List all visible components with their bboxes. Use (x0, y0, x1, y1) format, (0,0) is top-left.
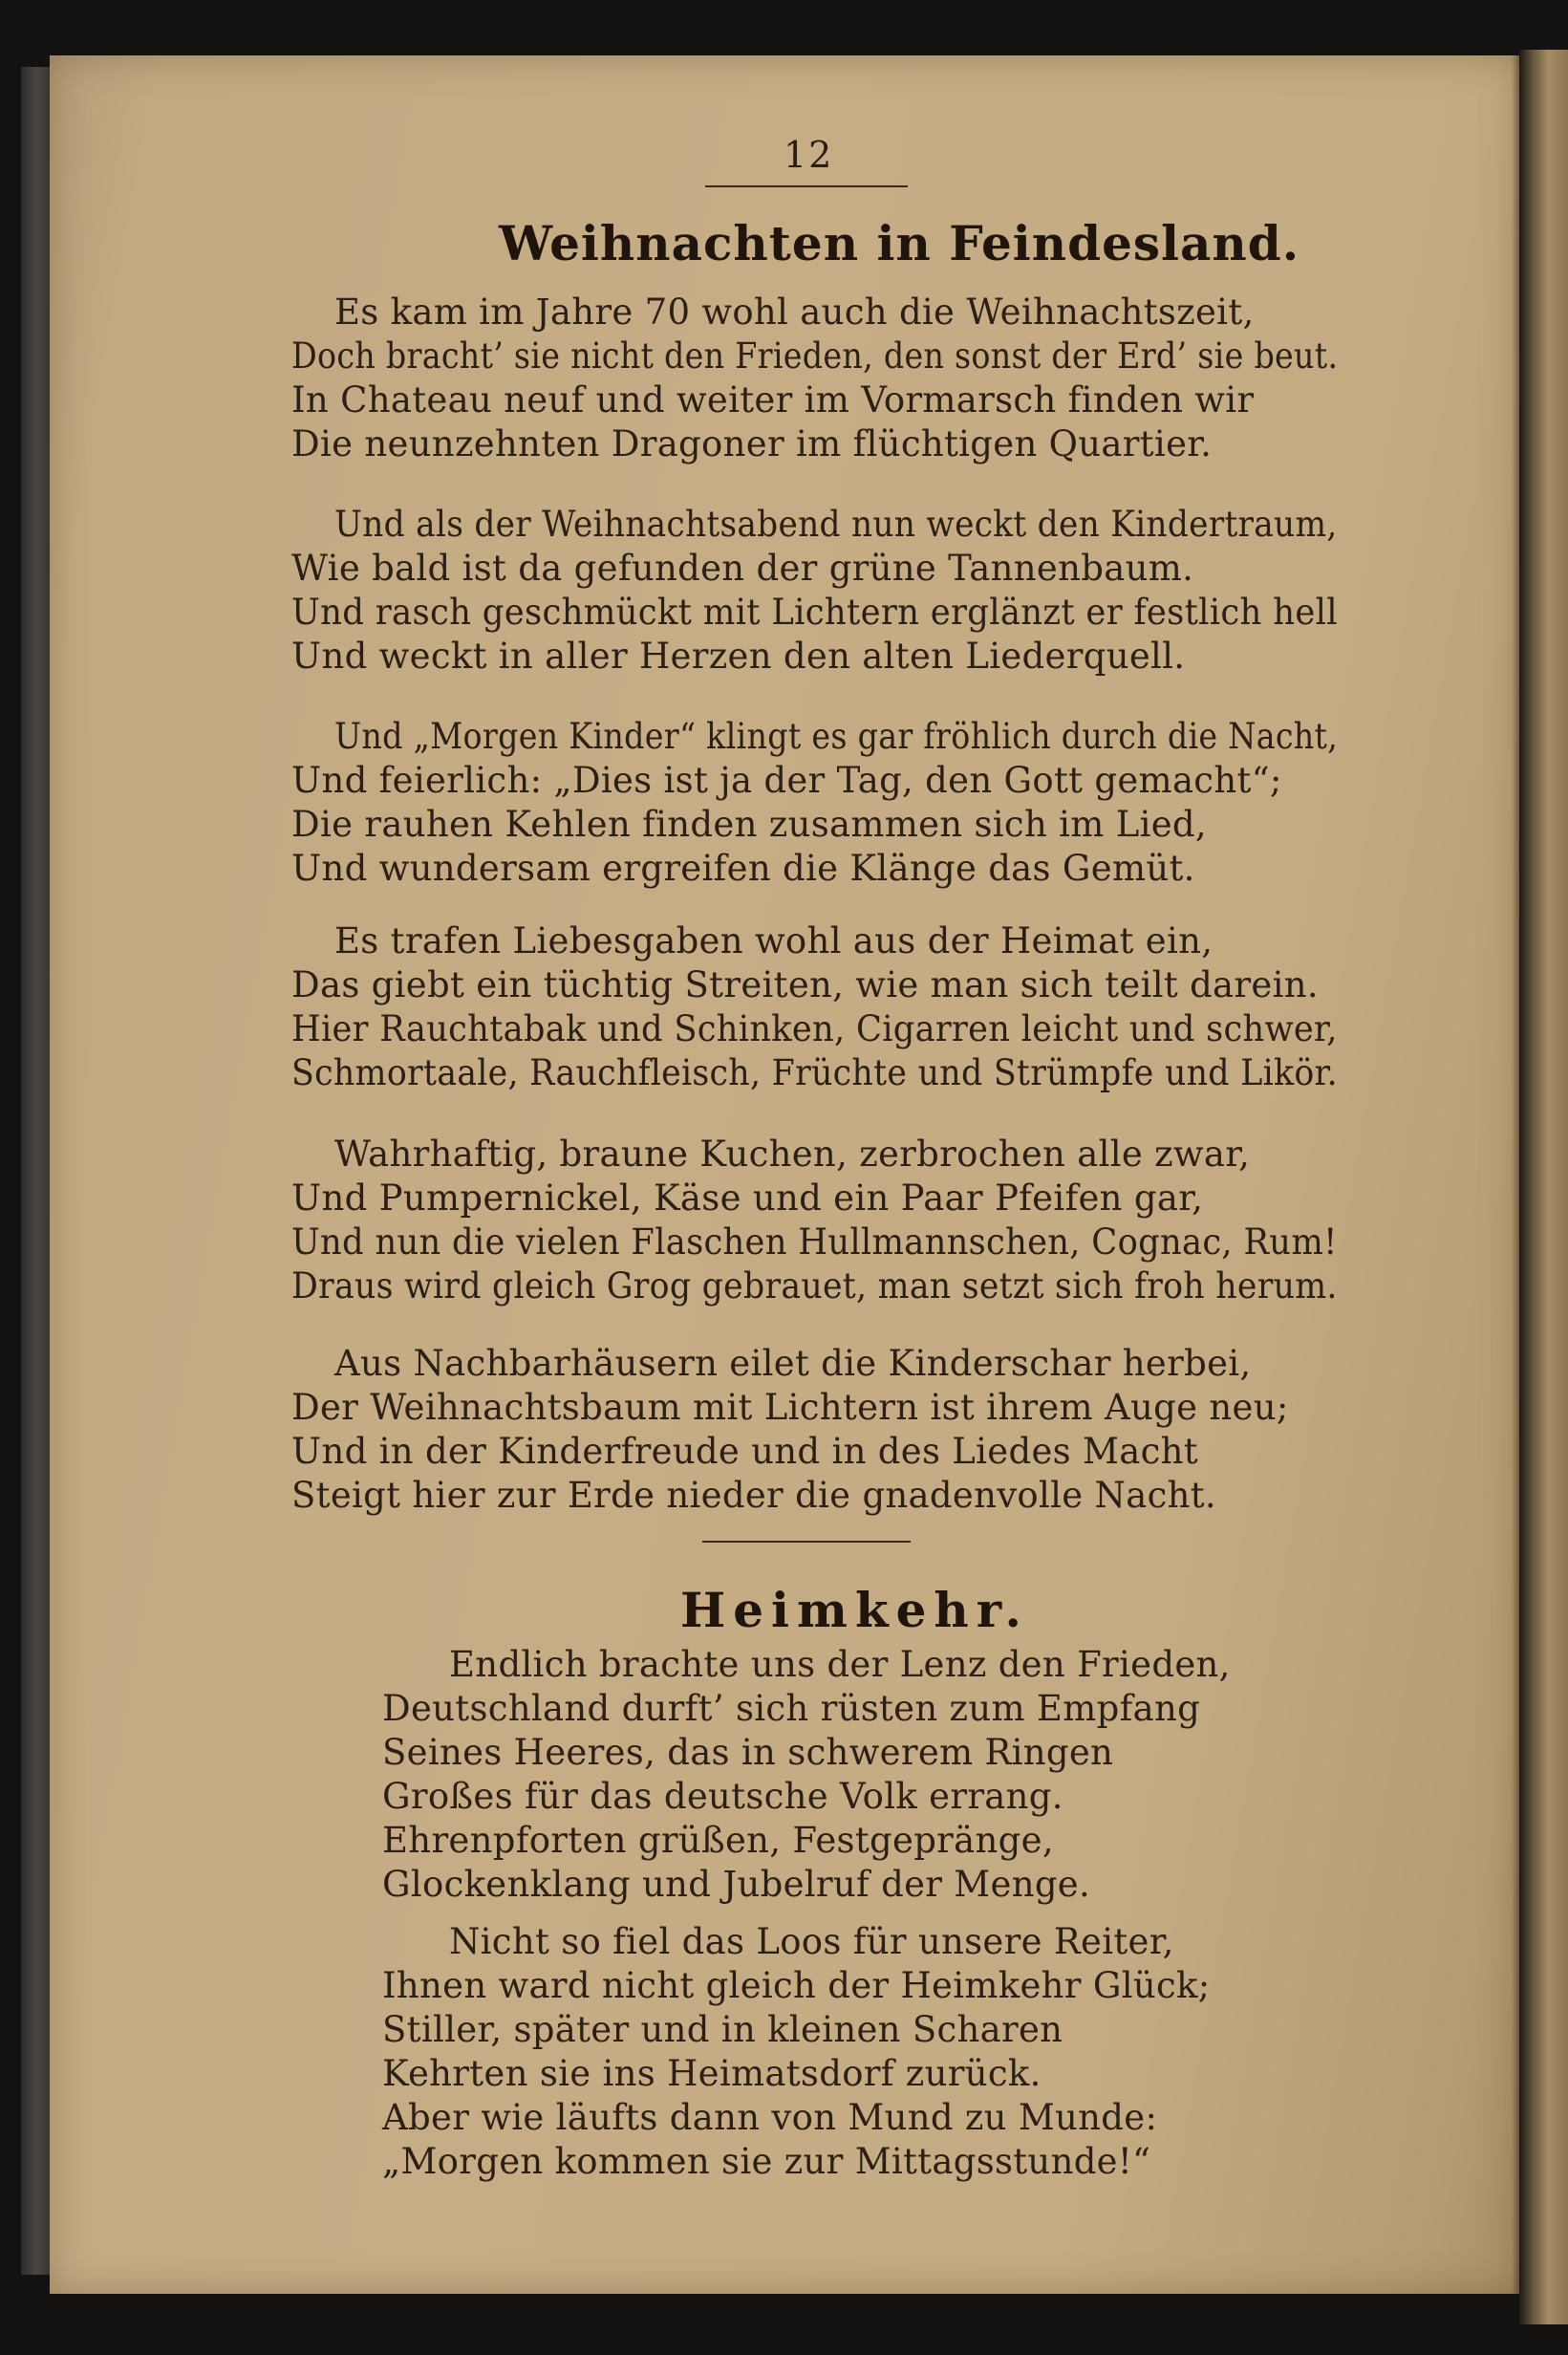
verse-line: Wie bald ist da gefunden der grüne Tannenbaum. (291, 548, 1194, 589)
verse-line: Und rasch geschmückt mit Lichtern erglänzt er festlich hell (291, 592, 1338, 633)
verse-line: Und weckt in aller Herzen den alten Liederquell. (291, 636, 1186, 677)
verse-line: Aus Nachbarhäusern eilet die Kinderschar herbei, (334, 1343, 1252, 1384)
verse-line: Aber wie läufts dann von Mund zu Munde: (382, 2097, 1158, 2138)
verse-line: Endlich brachte uns der Lenz den Frieden, (449, 1644, 1231, 1685)
verse-line: Schmortaale, Rauchfleisch, Früchte und Strümpfe und Likör. (291, 1052, 1338, 1093)
verse-line: Und feierlich: „Dies ist ja der Tag, den Gott gemacht“; (291, 760, 1282, 801)
verse-line: Seines Heeres, das in schwerem Ringen (382, 1732, 1114, 1773)
verse-line: Glockenklang und Jubelruf der Menge. (382, 1864, 1091, 1905)
verse-line: Nicht so fiel das Loos für unsere Reiter, (449, 1921, 1174, 1962)
verse-line: Doch bracht’ sie nicht den Frieden, den sonst der Erd’ sie beut. (291, 335, 1339, 377)
verse-line: Und Pumpernickel, Käse und ein Paar Pfeifen gar, (291, 1178, 1204, 1219)
verse-line: Ihnen ward nicht gleich der Heimkehr Glück; (382, 1965, 1211, 2006)
verse-line: In Chateau neuf und weiter im Vormarsch finden wir (291, 379, 1255, 421)
verse-line: Draus wird gleich Grog gebrauet, man setzt sich froh herum. (291, 1265, 1338, 1307)
verse-line: Großes für das deutsche Volk errang. (382, 1776, 1063, 1817)
verse-line: Es trafen Liebesgaben wohl aus der Heimat ein, (334, 920, 1214, 961)
header-rule (705, 185, 908, 187)
verse-line: Ehrenpforten grüßen, Festgepränge, (382, 1820, 1054, 1861)
verse-line: Kehrten sie ins Heimatsdorf zurück. (382, 2053, 1042, 2094)
poem-title: Heimkehr. (680, 1582, 1029, 1638)
verse-line: Und „Morgen Kinder“ klingt es gar fröhlich durch die Nacht, (334, 716, 1339, 757)
verse-line: Wahrhaftig, braune Kuchen, zerbrochen alle zwar, (334, 1134, 1251, 1175)
verse-line: Und nun die vielen Flaschen Hullmannschen, Cognac, Rum! (291, 1221, 1338, 1263)
verse-line: Deutschland durft’ sich rüsten zum Empfang (382, 1688, 1201, 1729)
verse-line: Steigt hier zur Erde nieder die gnadenvolle Nacht. (291, 1475, 1216, 1516)
verse-line: Und in der Kinderfreude und in des Liedes Macht (291, 1431, 1198, 1472)
verse-line: Der Weihnachtsbaum mit Lichtern ist ihrem Auge neu; (291, 1387, 1289, 1428)
verse-line: Das giebt ein tüchtig Streiten, wie man sich teilt darein. (291, 964, 1319, 1005)
verse-line: „Morgen kommen sie zur Mittagsstunde!“ (382, 2141, 1151, 2182)
verse-line: Und als der Weihnachtsabend nun weckt den Kindertraum, (334, 504, 1338, 545)
verse-line: Die rauhen Kehlen finden zusammen sich im Lied, (291, 804, 1207, 845)
verse-line: Und wundersam ergreifen die Klänge das Gemüt. (291, 848, 1195, 889)
poem-title: Weihnachten in Feindesland. (499, 215, 1300, 271)
section-divider (702, 1541, 911, 1543)
verse-line: Hier Rauchtabak und Schinken, Cigarren leicht und schwer, (291, 1008, 1338, 1049)
verse-line: Stiller, später und in kleinen Scharen (382, 2009, 1063, 2050)
verse-line: Es kam im Jahre 70 wohl auch die Weihnachtszeit, (334, 292, 1255, 333)
verse-line: Die neunzehnten Dragoner im flüchtigen Quartier. (291, 423, 1213, 465)
page-number: 12 (784, 134, 834, 176)
